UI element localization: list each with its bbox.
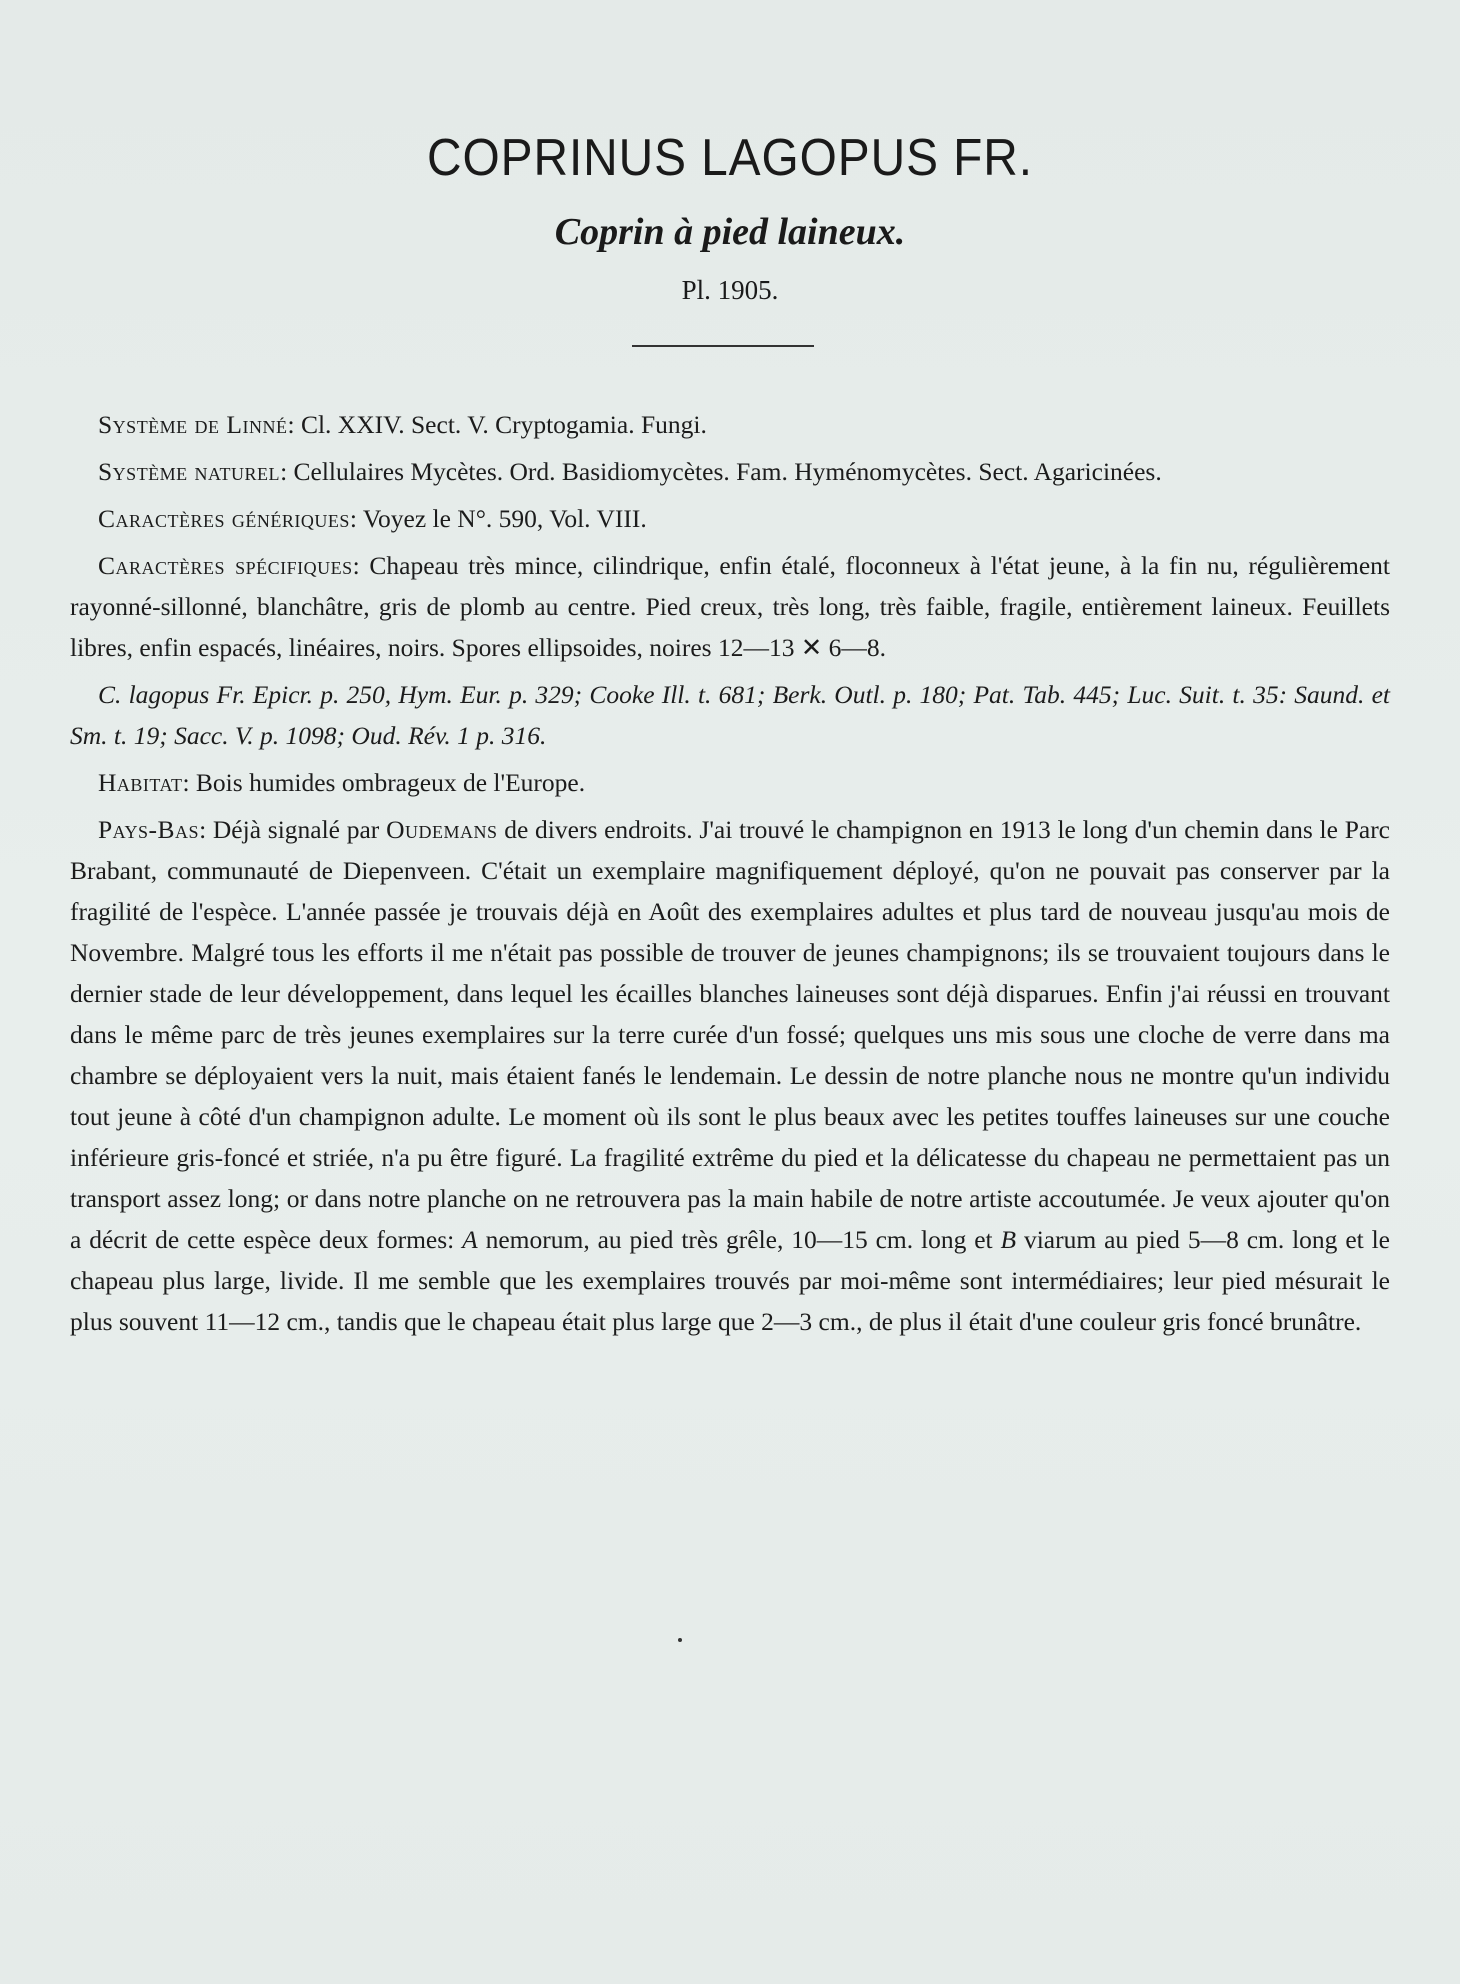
form-b-letter: B [1000,1225,1017,1254]
stray-dot [678,1638,682,1642]
text-habitat: : Bois humides ombrageux de l'Europe. [182,768,586,797]
title-divider [632,345,814,347]
paragraph-systeme-linne [70,404,1390,445]
body-text [70,404,1390,1350]
label-caracteres-specifiques: Caractères spécifiques [98,551,353,580]
label-habitat: Habitat [98,768,183,797]
author-oudemans: Oudemans [386,815,498,844]
paragraph-caracteres-generiques [70,498,1390,539]
text-pays-bas-3: nemorum, au pied très grêle, 10—15 cm. long et [477,1225,1001,1254]
text-pays-bas-2: de divers endroits. J'ai trouvé le champignon en 1913 le long d'un chemin dans le Parc Brabant, communauté de Diepenveen. C'était un exemplaire magnifiquement déployé, qu'on ne pouvait pas conserver par la fragilité de l'espèce. L'année passée je trouvais déjà en Août des exemplaires adultes et plus tard de nouveau jusqu'au mois de Novembre. Malgré tous les efforts il me n'était pas possible de trouver de jeunes champignons; ils se trouvaient toujours dans le dernier stade de leur développement, dans lequel les écailles blanches laineuses sont déjà disparues. Enfin j'ai réussi en trouvant dans le même parc de très jeunes exemplaires sur la terre curée d'un fossé; quelques uns mis sous une cloche de verre dans ma chambre se déployaient vers la nuit, mais étaient fanés le lendemain. Le dessin de notre planche nous ne montre qu'un individu tout jeune à côté d'un champignon adulte. Le moment où ils sont le plus beaux avec les petites touffes laineuses sur une couche inférieure gris-foncé et striée, n'a pu être figuré. La fragilité extrême du pied et la délicatesse du chapeau ne permettaient pas un transport assez long; or dans notre planche on ne retrouvera pas la main habile de notre artiste accoutumée. Je veux ajouter qu'on a décrit de cette espèce deux formes: [70,815,1390,1254]
paragraph-systeme-naturel [70,451,1390,492]
form-a-letter: A [462,1225,478,1254]
text-systeme-naturel: : Cellulaires Mycètes. Ord. Basidiomycètes. Fam. Hyménomycètes. Sect. Agaricinées. [280,457,1162,486]
paragraph-references: C. lagopus Fr. Epicr. p. 250, Hym. Eur. p. 329; Cooke Ill. t. 681; Berk. Outl. p. 180; Pat. Tab. 445; Luc. Suit. t. 35: Saund. et Sm. t. 19; Sacc. V. p. 1098; Oud. Rév. 1 p. 316. [70,680,1390,750]
label-pays-bas: Pays-Bas [98,815,200,844]
text-caracteres-specifiques: : Chapeau très mince, cilindrique, enfin étalé, floconneux à l'état jeune, à la fin nu, régulièrement rayonné-sillonné, blanchâtre, gris de plomb au centre. Pied creux, très long, très faible, fragile, entièrement laineux. Feuillets libres, enfin espacés, linéaires, noirs. Spores ellipsoides, noires 12—13 ✕ 6—8. [70,551,1391,662]
paragraph-habitat [70,762,1390,803]
text-pays-bas-4: viarum au pied 5—8 cm. long et le chapeau plus large, livide. Il me semble que les exemplaires trouvés par moi-même sont intermédiaires; leur pied mésurait le plus souvent 11—12 cm., tandis que le chapeau était plus large que 2—3 cm., de plus il était d'une couleur gris foncé brunâtre. [70,1225,1391,1336]
plate-number: Pl. 1905. [681,275,779,305]
label-systeme-naturel: Système naturel [98,457,281,486]
paragraph-pays-bas [70,809,1390,1342]
page-title: COPRINUS LAGOPUS FR. [427,129,1033,187]
label-caracteres-generiques: Caractères génériques [98,504,350,533]
paragraph-caracteres-specifiques [70,545,1390,668]
label-systeme-linne: Système de Linné [98,410,288,439]
text-pays-bas-1: : Déjà signalé par [199,815,387,844]
text-systeme-linne: : Cl. XXIV. Sect. V. Cryptogamia. Fungi. [287,410,707,439]
text-caracteres-generiques: : Voyez le N°. 590, Vol. VIII. [349,504,647,533]
page-subtitle: Coprin à pied laineux. [554,211,906,253]
